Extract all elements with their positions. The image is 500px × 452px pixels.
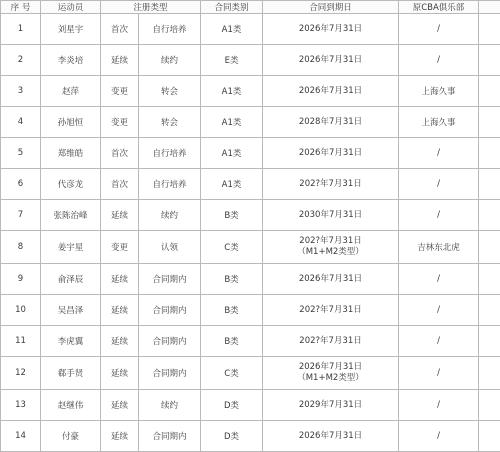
cell-original-club: / bbox=[399, 169, 479, 200]
cell-contract-expiry bbox=[263, 295, 399, 326]
expiry-date: 2029年7月31日 bbox=[263, 400, 398, 411]
expiry-date: 2026年7月31日 bbox=[263, 86, 398, 97]
cell-original-club: / bbox=[399, 326, 479, 357]
cell-athlete: 孙旭恒 bbox=[41, 107, 101, 138]
cell-original-club: / bbox=[399, 138, 479, 169]
cell-contract-expiry bbox=[263, 231, 399, 264]
cell-registration-mode: 转会 bbox=[139, 107, 201, 138]
table-row bbox=[1, 295, 500, 326]
cell-original-club: / bbox=[399, 14, 479, 45]
cell-contract-expiry bbox=[263, 200, 399, 231]
cell-athlete: 吴昌泽 bbox=[41, 295, 101, 326]
cell-registration-type: 变更 bbox=[101, 76, 139, 107]
cell-registration-type: 延续 bbox=[101, 295, 139, 326]
cell-contract-expiry bbox=[263, 390, 399, 421]
table-row bbox=[1, 76, 500, 107]
cell-athlete: 张陈治峰 bbox=[41, 200, 101, 231]
expiry-date: 202?年7月31日 bbox=[263, 179, 398, 190]
cell-extra bbox=[479, 326, 500, 357]
cell-contract-expiry bbox=[263, 107, 399, 138]
cell-contract-category: A1类 bbox=[201, 169, 263, 200]
cell-athlete: 赵萍 bbox=[41, 76, 101, 107]
cell-registration-mode: 合同期内 bbox=[139, 421, 201, 452]
cell-registration-type: 延续 bbox=[101, 421, 139, 452]
cell-contract-expiry bbox=[263, 264, 399, 295]
table-row bbox=[1, 231, 500, 264]
cell-extra bbox=[479, 295, 500, 326]
cell-registration-mode: 合同期内 bbox=[139, 295, 201, 326]
cell-index: 11 bbox=[1, 326, 41, 357]
cell-registration-type: 变更 bbox=[101, 107, 139, 138]
cell-registration-mode: 认领 bbox=[139, 231, 201, 264]
cell-extra bbox=[479, 200, 500, 231]
cell-registration-type: 变更 bbox=[101, 231, 139, 264]
expiry-date: 2026年7月31日 bbox=[263, 55, 398, 66]
cell-original-club: 上海久事 bbox=[399, 76, 479, 107]
cell-registration-mode: 续约 bbox=[139, 200, 201, 231]
cell-original-club: / bbox=[399, 357, 479, 390]
expiry-date: 2026年7月31日 bbox=[263, 362, 398, 373]
table-row bbox=[1, 264, 500, 295]
table-row bbox=[1, 326, 500, 357]
cell-contract-category: A1类 bbox=[201, 76, 263, 107]
cell-extra bbox=[479, 76, 500, 107]
cell-original-club: / bbox=[399, 264, 479, 295]
expiry-date: 2030年7月31日 bbox=[263, 210, 398, 221]
cell-athlete: 李虎翼 bbox=[41, 326, 101, 357]
expiry-date: 2026年7月31日 bbox=[263, 148, 398, 159]
cell-extra bbox=[479, 14, 500, 45]
cell-athlete: 代彦龙 bbox=[41, 169, 101, 200]
cell-registration-type: 延续 bbox=[101, 326, 139, 357]
cell-extra bbox=[479, 390, 500, 421]
expiry-date: 2028年7月31日 bbox=[263, 117, 398, 128]
header-athlete: 运动员 bbox=[41, 1, 101, 14]
cell-registration-type: 延续 bbox=[101, 390, 139, 421]
cell-original-club: 上海久事 bbox=[399, 107, 479, 138]
expiry-note: （M1+M2类型） bbox=[263, 247, 398, 258]
table-row bbox=[1, 14, 500, 45]
cell-registration-mode: 合同期内 bbox=[139, 326, 201, 357]
table-row bbox=[1, 138, 500, 169]
cell-index: 12 bbox=[1, 357, 41, 390]
cell-athlete: 郗手贤 bbox=[41, 357, 101, 390]
header-contract-expiry: 合同到期日 bbox=[263, 1, 399, 14]
cell-index: 14 bbox=[1, 421, 41, 452]
cell-registration-type: 首次 bbox=[101, 169, 139, 200]
table-row bbox=[1, 169, 500, 200]
cell-registration-type: 首次 bbox=[101, 14, 139, 45]
cell-index: 13 bbox=[1, 390, 41, 421]
cell-original-club: 吉林东北虎 bbox=[399, 231, 479, 264]
cell-index: 8 bbox=[1, 231, 41, 264]
cell-registration-mode: 自行培养 bbox=[139, 169, 201, 200]
cell-contract-category: D类 bbox=[201, 390, 263, 421]
cell-contract-category: B类 bbox=[201, 264, 263, 295]
cell-registration-type: 延续 bbox=[101, 357, 139, 390]
cell-registration-type: 延续 bbox=[101, 45, 139, 76]
expiry-note: （M1+M2类型） bbox=[263, 373, 398, 384]
cell-athlete: 刘星宇 bbox=[41, 14, 101, 45]
cell-original-club: / bbox=[399, 45, 479, 76]
table-row bbox=[1, 200, 500, 231]
table-header-row bbox=[1, 1, 500, 14]
cell-extra bbox=[479, 45, 500, 76]
cell-original-club: / bbox=[399, 200, 479, 231]
cell-contract-expiry bbox=[263, 14, 399, 45]
cell-extra bbox=[479, 421, 500, 452]
table-row bbox=[1, 107, 500, 138]
cell-contract-category: B类 bbox=[201, 295, 263, 326]
cell-contract-category: C类 bbox=[201, 231, 263, 264]
cell-contract-category: A1类 bbox=[201, 14, 263, 45]
cell-extra bbox=[479, 169, 500, 200]
header-contract-category: 合同类别 bbox=[201, 1, 263, 14]
cell-index: 2 bbox=[1, 45, 41, 76]
cell-registration-mode: 转会 bbox=[139, 76, 201, 107]
expiry-date: 2026年7月31日 bbox=[263, 274, 398, 285]
cell-contract-category: E类 bbox=[201, 45, 263, 76]
cell-contract-expiry bbox=[263, 357, 399, 390]
table-row bbox=[1, 390, 500, 421]
expiry-date: 2026年7月31日 bbox=[263, 24, 398, 35]
cell-original-club: / bbox=[399, 295, 479, 326]
cell-contract-category: D类 bbox=[201, 421, 263, 452]
cell-registration-type: 延续 bbox=[101, 264, 139, 295]
expiry-date: 202?年7月31日 bbox=[263, 336, 398, 347]
header-registration-type: 注册类型 bbox=[101, 1, 201, 14]
cell-athlete: 郑维皓 bbox=[41, 138, 101, 169]
cell-extra bbox=[479, 138, 500, 169]
cell-contract-expiry bbox=[263, 421, 399, 452]
cell-index: 10 bbox=[1, 295, 41, 326]
cell-contract-expiry bbox=[263, 169, 399, 200]
cell-index: 1 bbox=[1, 14, 41, 45]
cell-index: 6 bbox=[1, 169, 41, 200]
cell-contract-expiry bbox=[263, 76, 399, 107]
cell-extra bbox=[479, 264, 500, 295]
cell-extra bbox=[479, 357, 500, 390]
cell-original-club: / bbox=[399, 390, 479, 421]
cell-extra bbox=[479, 107, 500, 138]
cell-registration-mode: 续约 bbox=[139, 45, 201, 76]
cell-athlete: 李炎培 bbox=[41, 45, 101, 76]
table-row bbox=[1, 357, 500, 390]
cell-contract-category: B类 bbox=[201, 200, 263, 231]
header-original-club: 原CBA俱乐部 bbox=[399, 1, 479, 14]
cell-registration-type: 首次 bbox=[101, 138, 139, 169]
cell-registration-type: 延续 bbox=[101, 200, 139, 231]
cell-original-club: / bbox=[399, 421, 479, 452]
cell-athlete: 赵继伟 bbox=[41, 390, 101, 421]
cell-contract-category: C类 bbox=[201, 357, 263, 390]
table-row bbox=[1, 45, 500, 76]
cell-contract-category: A1类 bbox=[201, 138, 263, 169]
cell-index: 3 bbox=[1, 76, 41, 107]
cell-index: 7 bbox=[1, 200, 41, 231]
cell-registration-mode: 合同期内 bbox=[139, 357, 201, 390]
cell-index: 9 bbox=[1, 264, 41, 295]
header-index: 序 号 bbox=[1, 1, 41, 14]
cell-registration-mode: 续约 bbox=[139, 390, 201, 421]
expiry-date: 202?年7月31日 bbox=[263, 236, 398, 247]
cell-index: 4 bbox=[1, 107, 41, 138]
cell-registration-mode: 自行培养 bbox=[139, 14, 201, 45]
expiry-date: 2026年7月31日 bbox=[263, 431, 398, 442]
cell-athlete: 俞泽辰 bbox=[41, 264, 101, 295]
expiry-date: 202?年7月31日 bbox=[263, 305, 398, 316]
cell-registration-mode: 自行培养 bbox=[139, 138, 201, 169]
cell-athlete: 付豪 bbox=[41, 421, 101, 452]
cell-contract-expiry bbox=[263, 45, 399, 76]
cell-contract-expiry bbox=[263, 326, 399, 357]
cell-contract-category: B类 bbox=[201, 326, 263, 357]
cell-contract-category: A1类 bbox=[201, 107, 263, 138]
cell-registration-mode: 合同期内 bbox=[139, 264, 201, 295]
cell-contract-expiry bbox=[263, 138, 399, 169]
cell-athlete: 姜宇星 bbox=[41, 231, 101, 264]
cell-extra bbox=[479, 231, 500, 264]
header-extra bbox=[479, 1, 500, 14]
table-row bbox=[1, 421, 500, 452]
cell-index: 5 bbox=[1, 138, 41, 169]
